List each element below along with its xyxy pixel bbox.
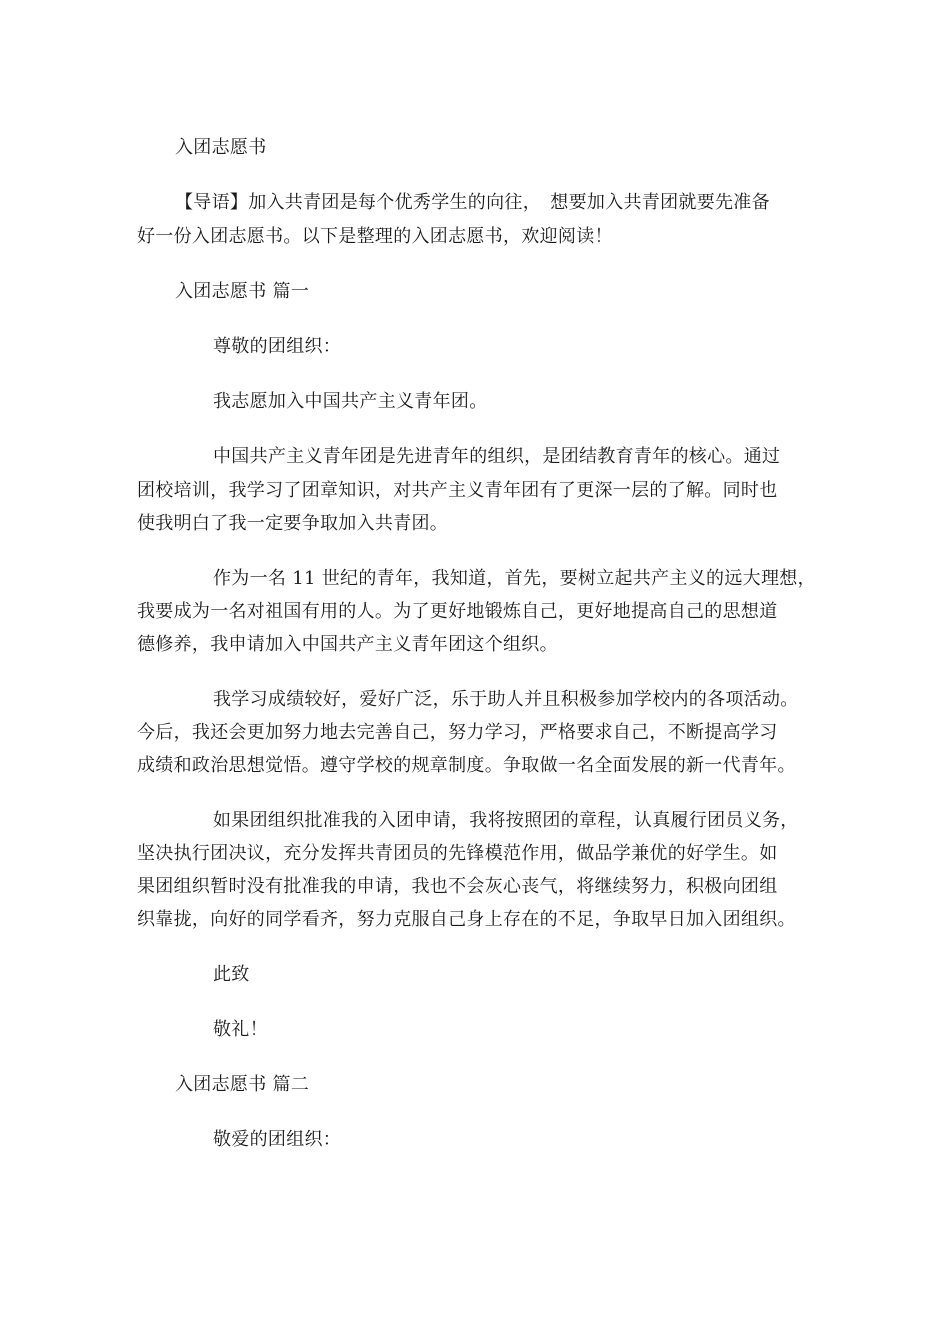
para-3-line-1: 我学习成绩较好，爱好广泛，乐于助人并且积极参加学校内的各项活动。	[213, 689, 799, 710]
para-4-line-1: 如果团组织批准我的入团申请，我将按照团的章程，认真履行团员义务，	[213, 810, 799, 831]
intro-line-2: 好一份入团志愿书。以下是整理的入团志愿书，欢迎阅读！	[137, 226, 613, 247]
section-2-heading: 入团志愿书 篇二	[175, 1074, 310, 1095]
closing-line-1: 此致	[213, 964, 250, 985]
section-2-salutation: 敬爱的团组织：	[213, 1129, 342, 1150]
para-1-line-3: 使我明白了我一定要争取加入共青团。	[137, 513, 449, 534]
para-2-line-3: 德修养，我申请加入中国共产主义青年团这个组织。	[137, 634, 558, 655]
section-1-heading: 入团志愿书 篇一	[175, 281, 310, 302]
intro-line-1: 【导语】加入共青团是每个优秀学生的向往， 想要加入共青团就要先准备	[175, 192, 770, 213]
section-1-salutation: 尊敬的团组织：	[213, 336, 342, 357]
para-3-line-3: 成绩和政治思想觉悟。遵守学校的规章制度。争取做一名全面发展的新一代青年。	[137, 755, 796, 776]
para-2-line-2: 我要成为一名对祖国有用的人。为了更好地锻炼自己，更好地提高自己的思想道	[137, 601, 778, 622]
section-1-statement: 我志愿加入中国共产主义青年团。	[213, 391, 488, 412]
closing-line-2: 敬礼！	[213, 1019, 268, 1040]
para-4-line-4: 织靠拢，向好的同学看齐，努力克服自己身上存在的不足，争取早日加入团组织。	[137, 909, 796, 930]
para-1-line-2: 团校培训，我学习了团章知识，对共产主义青年团有了更深一层的了解。同时也	[137, 480, 778, 501]
para-1-line-1: 中国共产主义青年团是先进青年的组织，是团结教育青年的核心。通过	[213, 446, 781, 467]
document-title: 入团志愿书	[175, 137, 267, 158]
para-4-line-2: 坚决执行团决议，充分发挥共青团员的先锋模范作用，做品学兼优的好学生。如	[137, 843, 778, 864]
para-3-line-2: 今后，我还会更加努力地去完善自己，努力学习，严格要求自己，不断提高学习	[137, 722, 778, 743]
para-2-line-1: 作为一名 11 世纪的青年，我知道，首先，要树立起共产主义的远大理想，	[213, 568, 816, 589]
para-4-line-3: 果团组织暂时没有批准我的申请，我也不会灰心丧气，将继续努力，积极向团组	[137, 876, 778, 897]
